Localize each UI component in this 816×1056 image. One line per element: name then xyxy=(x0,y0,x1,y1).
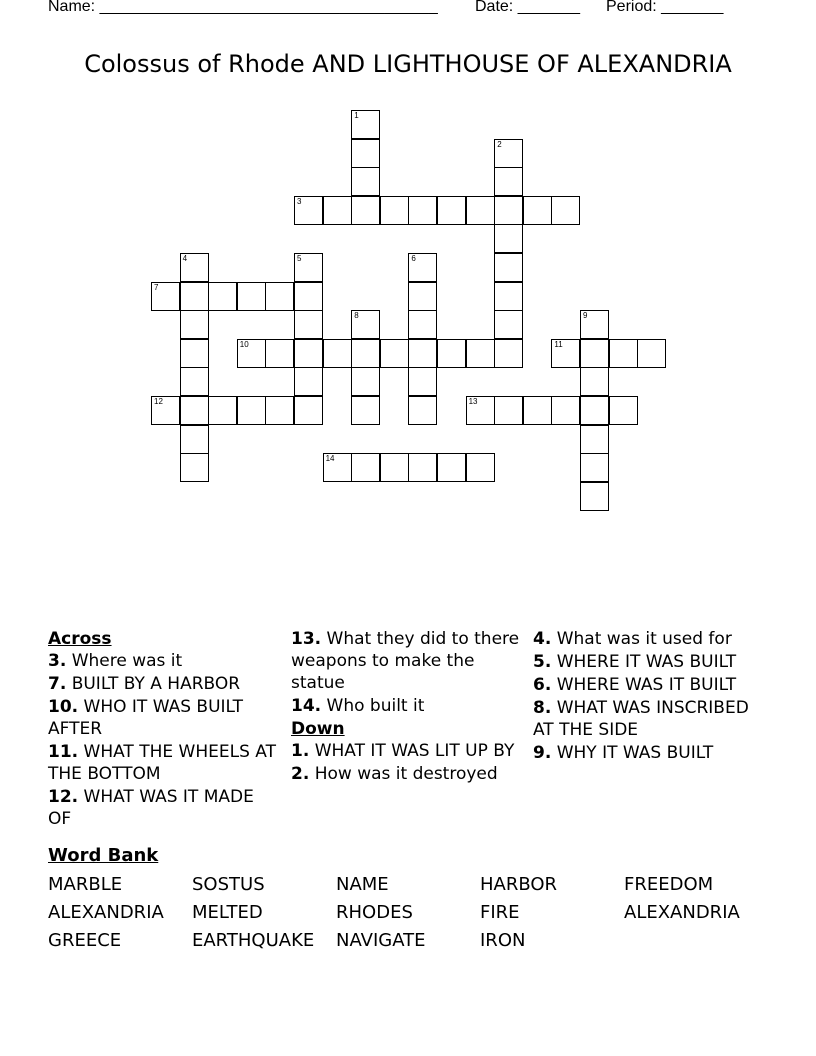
clue-item xyxy=(533,674,765,696)
clue-item xyxy=(533,742,765,764)
clue-item xyxy=(48,786,280,830)
clues-column-1 xyxy=(48,628,280,831)
grid-cell[interactable] xyxy=(580,425,609,454)
grid-cell[interactable] xyxy=(208,396,237,425)
clue-number: 11. xyxy=(48,742,79,762)
clue-number: 6. xyxy=(533,675,552,695)
grid-cell[interactable] xyxy=(551,396,580,425)
clue-text: What was it used for xyxy=(551,629,732,649)
grid-cell[interactable] xyxy=(351,367,380,396)
grid-cell[interactable] xyxy=(351,196,380,225)
clues-column-2 xyxy=(291,628,523,786)
word-bank-item: IRON xyxy=(480,930,526,951)
clue-number: 14. xyxy=(291,696,322,716)
grid-cell[interactable] xyxy=(265,282,294,311)
grid-cell[interactable] xyxy=(265,339,294,368)
across-heading: Across xyxy=(48,629,112,649)
word-bank-item: EARTHQUAKE xyxy=(192,930,315,951)
clue-item xyxy=(48,696,280,740)
grid-cell[interactable] xyxy=(351,339,380,368)
clue-text: Where was it xyxy=(66,651,183,671)
word-bank-item: NAVIGATE xyxy=(336,930,426,951)
clue-item xyxy=(48,673,280,695)
clue-number: 5. xyxy=(533,652,552,672)
grid-cell[interactable] xyxy=(408,339,437,368)
grid-cell[interactable] xyxy=(294,310,323,339)
clue-item xyxy=(533,651,765,673)
clue-item xyxy=(291,763,523,785)
grid-cell[interactable] xyxy=(237,339,266,368)
grid-cell[interactable] xyxy=(380,339,409,368)
grid-cell[interactable] xyxy=(523,196,552,225)
clue-item xyxy=(48,741,280,785)
clue-text: WHERE WAS IT BUILT xyxy=(551,675,737,695)
clue-number: 12 xyxy=(154,397,163,406)
word-bank-item: SOSTUS xyxy=(192,874,265,895)
clue-number: 8. xyxy=(533,698,552,718)
word-bank-item: ALEXANDRIA xyxy=(48,902,164,923)
clue-text: WHO IT WAS BUILT AFTER xyxy=(48,697,244,739)
grid-cell[interactable] xyxy=(437,196,466,225)
grid-cell[interactable] xyxy=(180,339,209,368)
clue-text: BUILT BY A HARBOR xyxy=(66,674,241,694)
grid-cell[interactable] xyxy=(551,339,580,368)
clue-text: WHAT WAS IT MADE OF xyxy=(48,787,254,829)
clue-number: 7. xyxy=(48,674,67,694)
word-bank-item: FIRE xyxy=(480,902,520,923)
grid-cell[interactable] xyxy=(180,310,209,339)
grid-cell[interactable] xyxy=(523,396,552,425)
grid-cell[interactable] xyxy=(580,396,609,425)
grid-cell[interactable] xyxy=(466,339,495,368)
word-bank-item: MARBLE xyxy=(48,874,123,895)
word-bank-title: Word Bank xyxy=(48,845,159,866)
page-title: Colossus of Rhode AND LIGHTHOUSE OF ALEXANDRIA xyxy=(84,50,732,78)
grid-cell[interactable] xyxy=(294,253,323,282)
word-bank-item: GREECE xyxy=(48,930,122,951)
word-bank-item: NAME xyxy=(336,874,389,895)
grid-cell[interactable] xyxy=(494,396,523,425)
clue-text: WHAT THE WHEELS AT THE BOTTOM xyxy=(48,742,276,784)
grid-cell[interactable] xyxy=(323,453,352,482)
clue-number: 2 xyxy=(497,139,502,149)
clues-column-3 xyxy=(533,628,765,765)
grid-cell[interactable] xyxy=(323,339,352,368)
clue-item xyxy=(533,628,765,650)
grid-cell[interactable] xyxy=(351,110,380,139)
grid-cell[interactable] xyxy=(466,396,495,425)
clue-number: 9 xyxy=(583,311,588,321)
clue-item xyxy=(291,695,523,717)
grid-cell[interactable] xyxy=(580,482,609,511)
grid-cell[interactable] xyxy=(437,339,466,368)
grid-cell[interactable] xyxy=(408,367,437,396)
grid-cell[interactable] xyxy=(151,282,180,311)
grid-cell[interactable] xyxy=(180,453,209,482)
period-field[interactable]: Period: _______ xyxy=(606,0,724,15)
clue-number: 6 xyxy=(411,254,416,263)
grid-cell[interactable] xyxy=(151,396,180,425)
word-bank-item: ALEXANDRIA xyxy=(624,902,740,923)
clue-number: 9. xyxy=(533,743,552,763)
clue-number: 1 xyxy=(354,111,359,120)
grid-cell[interactable] xyxy=(351,139,380,168)
clue-number: 7 xyxy=(154,282,159,292)
grid-cell[interactable] xyxy=(609,396,638,425)
clue-text: What they did to there weapons to make the statue xyxy=(291,629,520,693)
grid-cell[interactable] xyxy=(494,253,523,282)
down-heading: Down xyxy=(291,719,345,739)
grid-cell[interactable] xyxy=(408,282,437,311)
word-bank-item: HARBOR xyxy=(480,874,558,895)
grid-cell[interactable] xyxy=(466,453,495,482)
grid-cell[interactable] xyxy=(408,310,437,339)
clue-number: 13 xyxy=(468,397,478,406)
clue-number: 1. xyxy=(291,741,310,761)
clue-text: WHAT WAS INSCRIBED AT THE SIDE xyxy=(533,698,749,740)
clue-number: 4. xyxy=(533,629,552,649)
grid-cell[interactable] xyxy=(180,282,209,311)
clue-number: 11 xyxy=(554,339,563,349)
grid-cell[interactable] xyxy=(494,139,523,168)
clue-text: WHERE IT WAS BUILT xyxy=(551,652,737,672)
grid-cell[interactable] xyxy=(580,367,609,396)
grid-cell[interactable] xyxy=(351,396,380,425)
grid-cell[interactable] xyxy=(380,196,409,225)
grid-cell[interactable] xyxy=(265,396,294,425)
grid-cell[interactable] xyxy=(551,196,580,225)
clue-number: 4 xyxy=(182,254,188,263)
word-bank-item: RHODES xyxy=(336,902,413,923)
clue-number: 3. xyxy=(48,651,67,671)
clue-text: Who built it xyxy=(321,696,425,716)
word-bank-item: FREEDOM xyxy=(624,874,714,895)
grid-cell[interactable] xyxy=(408,253,437,282)
grid-cell[interactable] xyxy=(237,396,266,425)
grid-cell[interactable] xyxy=(408,196,437,225)
clue-number: 13. xyxy=(291,629,322,649)
grid-cell[interactable] xyxy=(351,453,380,482)
grid-cell[interactable] xyxy=(494,167,523,196)
grid-cell[interactable] xyxy=(323,196,352,225)
clue-item xyxy=(291,628,523,694)
grid-cell[interactable] xyxy=(580,339,609,368)
grid-cell[interactable] xyxy=(180,396,209,425)
grid-cell[interactable] xyxy=(494,310,523,339)
clue-number: 5 xyxy=(297,254,302,263)
clue-number: 3 xyxy=(297,196,302,206)
grid-cell[interactable] xyxy=(580,453,609,482)
clue-number: 2. xyxy=(291,764,310,784)
grid-cell[interactable] xyxy=(408,453,437,482)
clue-text: WHY IT WAS BUILT xyxy=(551,743,714,763)
grid-cell[interactable] xyxy=(180,253,209,282)
grid-cell[interactable] xyxy=(408,396,437,425)
grid-cell[interactable] xyxy=(294,367,323,396)
clue-number: 14 xyxy=(325,454,335,464)
grid-cell[interactable] xyxy=(437,453,466,482)
clue-item xyxy=(48,650,280,672)
clue-number: 10. xyxy=(48,697,79,717)
grid-cell[interactable] xyxy=(351,310,380,339)
grid-cell[interactable] xyxy=(294,196,323,225)
grid-cell[interactable] xyxy=(580,310,609,339)
clue-item xyxy=(291,740,523,762)
clue-item xyxy=(533,697,765,741)
name-field[interactable]: Name: ______________________________________ xyxy=(48,0,438,15)
grid-cell[interactable] xyxy=(494,224,523,253)
grid-cell[interactable] xyxy=(466,196,495,225)
grid-cell[interactable] xyxy=(237,282,266,311)
clue-number: 10 xyxy=(239,339,249,349)
clue-number: 12. xyxy=(48,787,79,807)
grid-cell[interactable] xyxy=(294,339,323,368)
grid-cell[interactable] xyxy=(294,282,323,311)
clue-number: 8 xyxy=(354,311,359,321)
grid-cell[interactable] xyxy=(180,367,209,396)
grid-cell[interactable] xyxy=(294,396,323,425)
grid-cell[interactable] xyxy=(609,339,638,368)
grid-cell[interactable] xyxy=(208,282,237,311)
grid-cell[interactable] xyxy=(494,196,523,225)
grid-cell[interactable] xyxy=(380,453,409,482)
clue-text: WHAT IT WAS LIT UP BY xyxy=(309,741,515,761)
grid-cell[interactable] xyxy=(494,339,523,368)
grid-cell[interactable] xyxy=(351,167,380,196)
grid-cell[interactable] xyxy=(637,339,666,368)
grid-cell[interactable] xyxy=(494,282,523,311)
grid-cell[interactable] xyxy=(180,425,209,454)
date-field[interactable]: Date: _______ xyxy=(475,0,580,15)
clue-text: How was it destroyed xyxy=(309,764,498,784)
word-bank-item: MELTED xyxy=(192,902,263,923)
